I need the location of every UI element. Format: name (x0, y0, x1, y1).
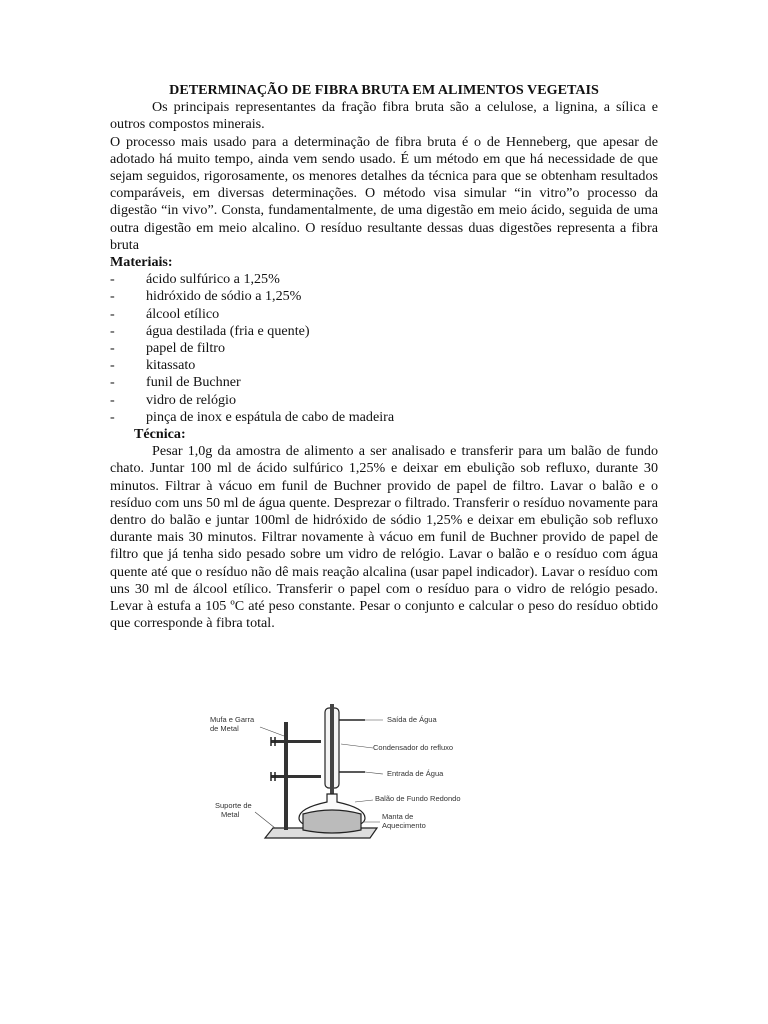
materials-heading: Materiais: (110, 254, 173, 271)
clamp-upper (271, 740, 321, 743)
document-page (110, 82, 658, 633)
list-item-text: ácido sulfúrico a 1,25% (146, 271, 280, 288)
intro-paragraph: Os principais representantes da fração fibra bruta são a celulose, a lignina, a sílica e outros compostos minerais. (110, 99, 658, 133)
list-item (110, 306, 658, 323)
list-item-text: pinça de inox e espátula de cabo de madeira (146, 408, 395, 425)
list-dash: - (110, 340, 115, 357)
list-item-text: kitassato (146, 357, 196, 374)
label-mufa-2: de Metal (210, 724, 239, 733)
label-entrada: Entrada de Água (387, 769, 444, 778)
reflux-apparatus-figure (205, 700, 515, 860)
list-item-text: funil de Buchner (146, 374, 241, 391)
label-manta-2: Aquecimento (382, 821, 426, 830)
list-item-text: vidro de relógio (146, 391, 237, 408)
list-item-text: álcool etílico (146, 305, 220, 322)
list-dash: - (110, 322, 115, 339)
list-item (110, 374, 658, 391)
label-manta: Manta de (382, 812, 414, 821)
list-dash: - (110, 305, 115, 322)
heating-mantle (303, 810, 361, 833)
label-suporte: Suporte de (215, 801, 252, 810)
technique-paragraph: Pesar 1,0g da amostra de alimento a ser analisado e transferir para um balão de fundo chato. Juntar 100 ml de ácido sulfúrico 1,25% e deixar em ebulição sob refluxo, durante 30 minutos. Filtrar à vácuo em funil de Buchner provido de papel de filtro. Lavar o balão e o resíduo com uns 50 ml de água quente. Desprezar o filtrado. Transferir o resíduo novamente para dentro do balão e juntar 100ml de hidróxido de sódio 1,25% e deixar em ebulição sob refluxo durante mais 30 minutos. Filtrar novamente à vácuo em funil de Buchner provido de papel de filtro que já tenha sido pesado sobre um vidro de relógio. Lavar o balão e o resíduo com água quente até que o resíduo não dê mais reação alcalina (usar papel indicador). Lavar o resíduo com uns 30 ml de álcool etílico. Transferir o papel com o resíduo para o vidro de relógio pesado. Levar à estufa a 105 ºC até peso constante. Pesar o conjunto e calcular o peso do resíduo obtido que corresponde à fibra total. (110, 443, 658, 632)
list-item (110, 271, 658, 288)
list-item-text: hidróxido de sódio a 1,25% (146, 288, 302, 305)
list-dash: - (110, 408, 115, 425)
label-balao: Balão de Fundo Redondo (375, 794, 461, 803)
list-item-text: água destilada (fria e quente) (146, 322, 310, 339)
list-item-text: papel de filtro (146, 340, 226, 357)
list-item (110, 409, 658, 426)
list-dash: - (110, 357, 115, 374)
label-saida: Saída de Água (387, 715, 437, 724)
technique-heading: Técnica: (134, 426, 186, 443)
label-suporte-2: Metal (221, 810, 240, 819)
apparatus-drawing (205, 700, 515, 860)
document-title: DETERMINAÇÃO DE FIBRA BRUTA EM ALIMENTOS VEGETAIS (169, 82, 599, 98)
list-dash: - (110, 374, 115, 391)
list-item (110, 288, 658, 305)
clamp-lower (271, 775, 321, 778)
condenser-inner-tube (330, 704, 334, 794)
method-paragraph: O processo mais usado para a determinação de fibra bruta é o de Henneberg, que apesar de adotado há muito tempo, ainda vem sendo usado. É um método em que há necessidade de que sejam seguidos, rigorosamente, os menores detalhes da técnica para que se obtenham resultados comparáveis, em diversas determinações. O método visa simular “in vitro”o processo da digestão “in vivo”. Consta, fundamentalmente, de uma digestão em meio ácido, seguida de uma outra digestão em meio alcalino. O resíduo resultante dessas duas digestões representa a fibra bruta (110, 133, 658, 253)
materials-list (110, 271, 658, 426)
list-item (110, 357, 658, 374)
list-dash: - (110, 271, 115, 288)
list-dash: - (110, 288, 115, 305)
label-mufa: Mufa e Garra (210, 715, 255, 724)
label-condensador: Condensador do refluxo (373, 743, 454, 752)
list-dash: - (110, 391, 115, 408)
list-item (110, 340, 658, 357)
list-item (110, 392, 658, 409)
list-item (110, 323, 658, 340)
